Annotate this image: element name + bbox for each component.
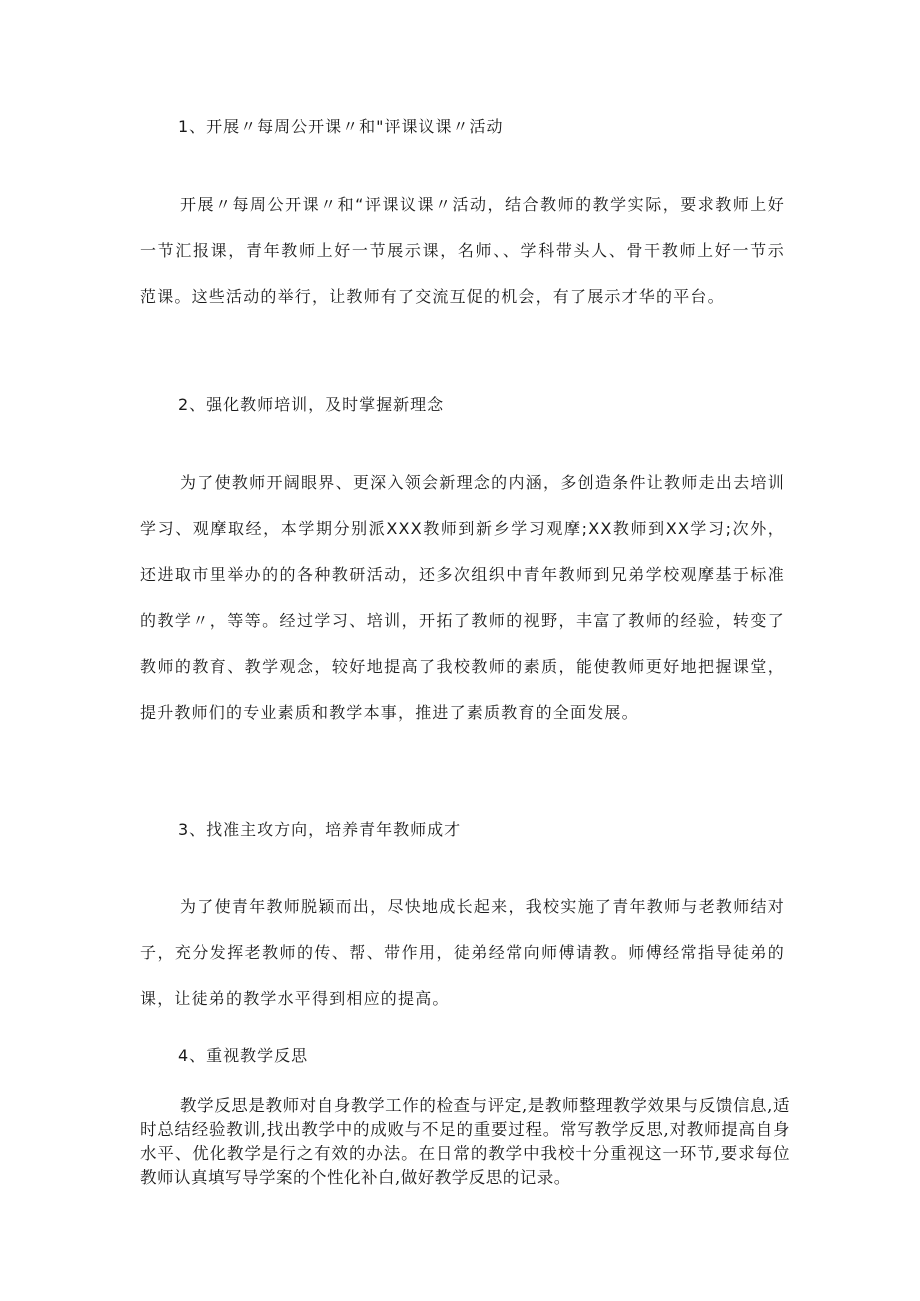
section-4-heading: 4、重视教学反思 <box>178 1046 309 1065</box>
section-3-paragraph: 为了使青年教师脱颖而出，尽快地成长起来，我校实施了青年教师与老教师结对子，充分发挥老教师的传、帮、带作用，徒弟经常向师傅请教。师傅经常指导徒弟的课，让徒弟的教学水平得到相应的提高。 <box>140 897 785 1008</box>
section-2-heading: 2、强化教师培训，及时掌握新理念 <box>178 395 445 414</box>
section-2-paragraph: 为了使教师开阔眼界、更深入领会新理念的内涵，多创造条件让教师走出去培训学习、观摩取经，本学期分别派XXX教师到新乡学习观摩;XX教师到XX学习;次外，还进取市里举办的的各种教研活动，还多次组织中青年教师到兄弟学校观摩基于标准的教学〃，等等。经过学习、培训，开拓了教师的视野，丰富了教师的经验，转变了教师的教育、教学观念，较好地提高了我校教师的素质，能使教师更好地把握课堂，提升教师们的专业素质和教学本事，推进了素质教育的全面发展。 <box>140 473 785 722</box>
section-3-heading: 3、找准主攻方向，培养青年教师成才 <box>178 820 462 839</box>
section-1-paragraph: 开展〃每周公开课〃和“评课议课〃活动，结合教师的教学实际，要求教师上好一节汇报课，青年教师上好一节展示课，名师、、学科带头人、骨干教师上好一节示范课。这些活动的举行，让教师有了交流互促的机会，有了展示才华的平台。 <box>140 195 785 306</box>
section-4-paragraph: 教学反思是教师对自身教学工作的检查与评定,是教师整理教学效果与反馈信息,适时总结经验教训,找出教学中的成败与不足的重要过程。常写教学反思,对教师提高自身水平、优化教学是行之有效的办法。在日常的教学中我校十分重视这一环节,要求每位教师认真填写导学案的个性化补白,做好教学反思的记录。 <box>140 1096 790 1187</box>
section-1-heading: 1、开展〃每周公开课〃和"评课议课〃活动 <box>178 117 504 136</box>
